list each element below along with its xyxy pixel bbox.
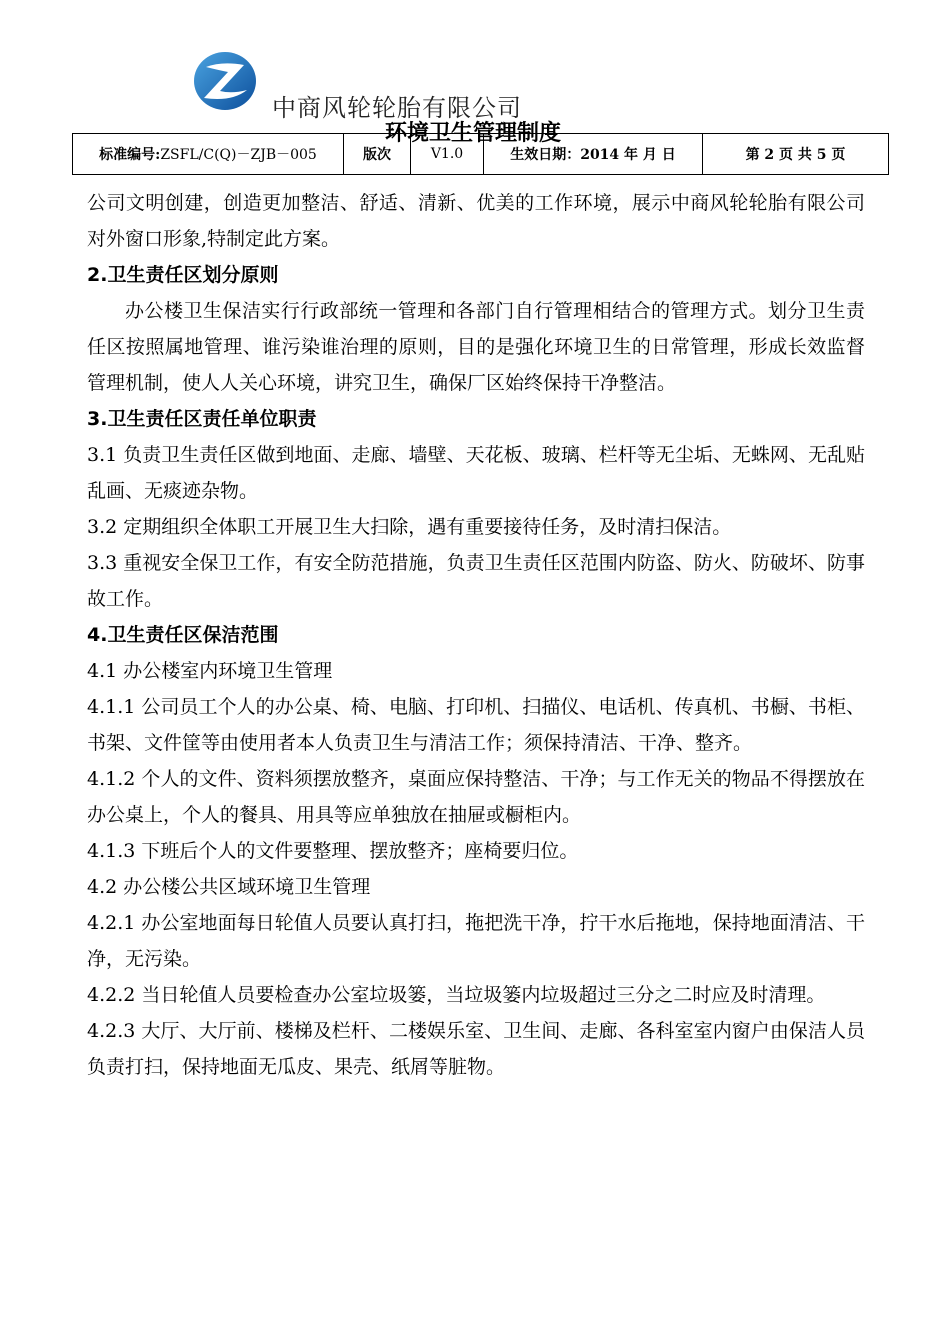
section-heading: 2.卫生责任区划分原则 [87,264,279,286]
paragraph: 3.1 负责卫生责任区做到地面、走廊、墙壁、天花板、玻璃、栏杆等无尘垢、无蛛网、无乱贴乱画、无痰迹杂物。 [87,444,865,502]
standard-number-cell [73,134,344,175]
company-logo [192,50,258,112]
section-heading: 3.卫生责任区责任单位职责 [87,408,317,430]
paragraph: 4.2 办公楼公共区域环境卫生管理 [87,876,371,898]
document-title: 环境卫生管理制度 [385,121,562,146]
section-heading: 4.卫生责任区保洁范围 [87,624,279,646]
effective-date: 生效日期：2014 年 月 日 [484,134,703,175]
paragraph: 4.1 办公楼室内环境卫生管理 [87,660,333,682]
paragraph: 4.1.2 个人的文件、资料须摆放整齐，桌面应保持整洁、干净；与工作无关的物品不得摆放在办公桌上，个人的餐具、用具等应单独放在抽屉或橱柜内。 [87,768,865,826]
paragraph: 4.1.3 下班后个人的文件要整理、摆放整齐；座椅要归位。 [87,840,579,862]
paragraph: 3.2 定期组织全体职工开展卫生大扫除，遇有重要接待任务，及时清扫保洁。 [87,516,732,538]
paragraph: 4.2.2 当日轮值人员要检查办公室垃圾篓，当垃圾篓内垃圾超过三分之二时应及时清理。 [87,984,826,1006]
document-body [87,185,865,1085]
paragraph: 3.3 重视安全保卫工作，有安全防范措施，负责卫生责任区范围内防盗、防火、防破坏、防事故工作。 [87,552,865,610]
paragraph: 4.1.1 公司员工个人的办公桌、椅、电脑、打印机、扫描仪、电话机、传真机、书橱、书柜、书架、文件筐等由使用者本人负责卫生与清洁工作；须保持清洁、干净、整齐。 [87,696,865,754]
standard-number-value: ZSFL/C(Q)－ZJB－005 [160,147,317,163]
version-label: 版次 [344,134,411,175]
document-header-table [72,133,889,175]
page-info: 第 2 页 共 5 页 [703,134,889,175]
paragraph: 4.2.1 办公室地面每日轮值人员要认真打扫，拖把洗干净，拧干水后拖地，保持地面清洁、干净，无污染。 [87,912,865,970]
paragraph: 4.2.3 大厅、大厅前、楼梯及栏杆、二楼娱乐室、卫生间、走廊、各科室室内窗户由保洁人员负责打扫，保持地面无瓜皮、果壳、纸屑等脏物。 [87,1020,865,1078]
version-value: V1.0 [411,134,484,175]
paragraph: 办公楼卫生保洁实行行政部统一管理和各部门自行管理相结合的管理方式。划分卫生责任区按照属地管理、谁污染谁治理的原则，目的是强化环境卫生的日常管理，形成长效监督管理机制，使人人关心环境，讲究卫生，确保厂区始终保持干净整洁。 [87,300,865,394]
company-name: 中商风轮轮胎有限公司 [272,94,522,122]
paragraph: 公司文明创建，创造更加整洁、舒适、清新、优美的工作环境，展示中商风轮轮胎有限公司对外窗口形象,特制定此方案。 [87,192,865,250]
standard-number-label: 标准编号: [99,147,161,163]
